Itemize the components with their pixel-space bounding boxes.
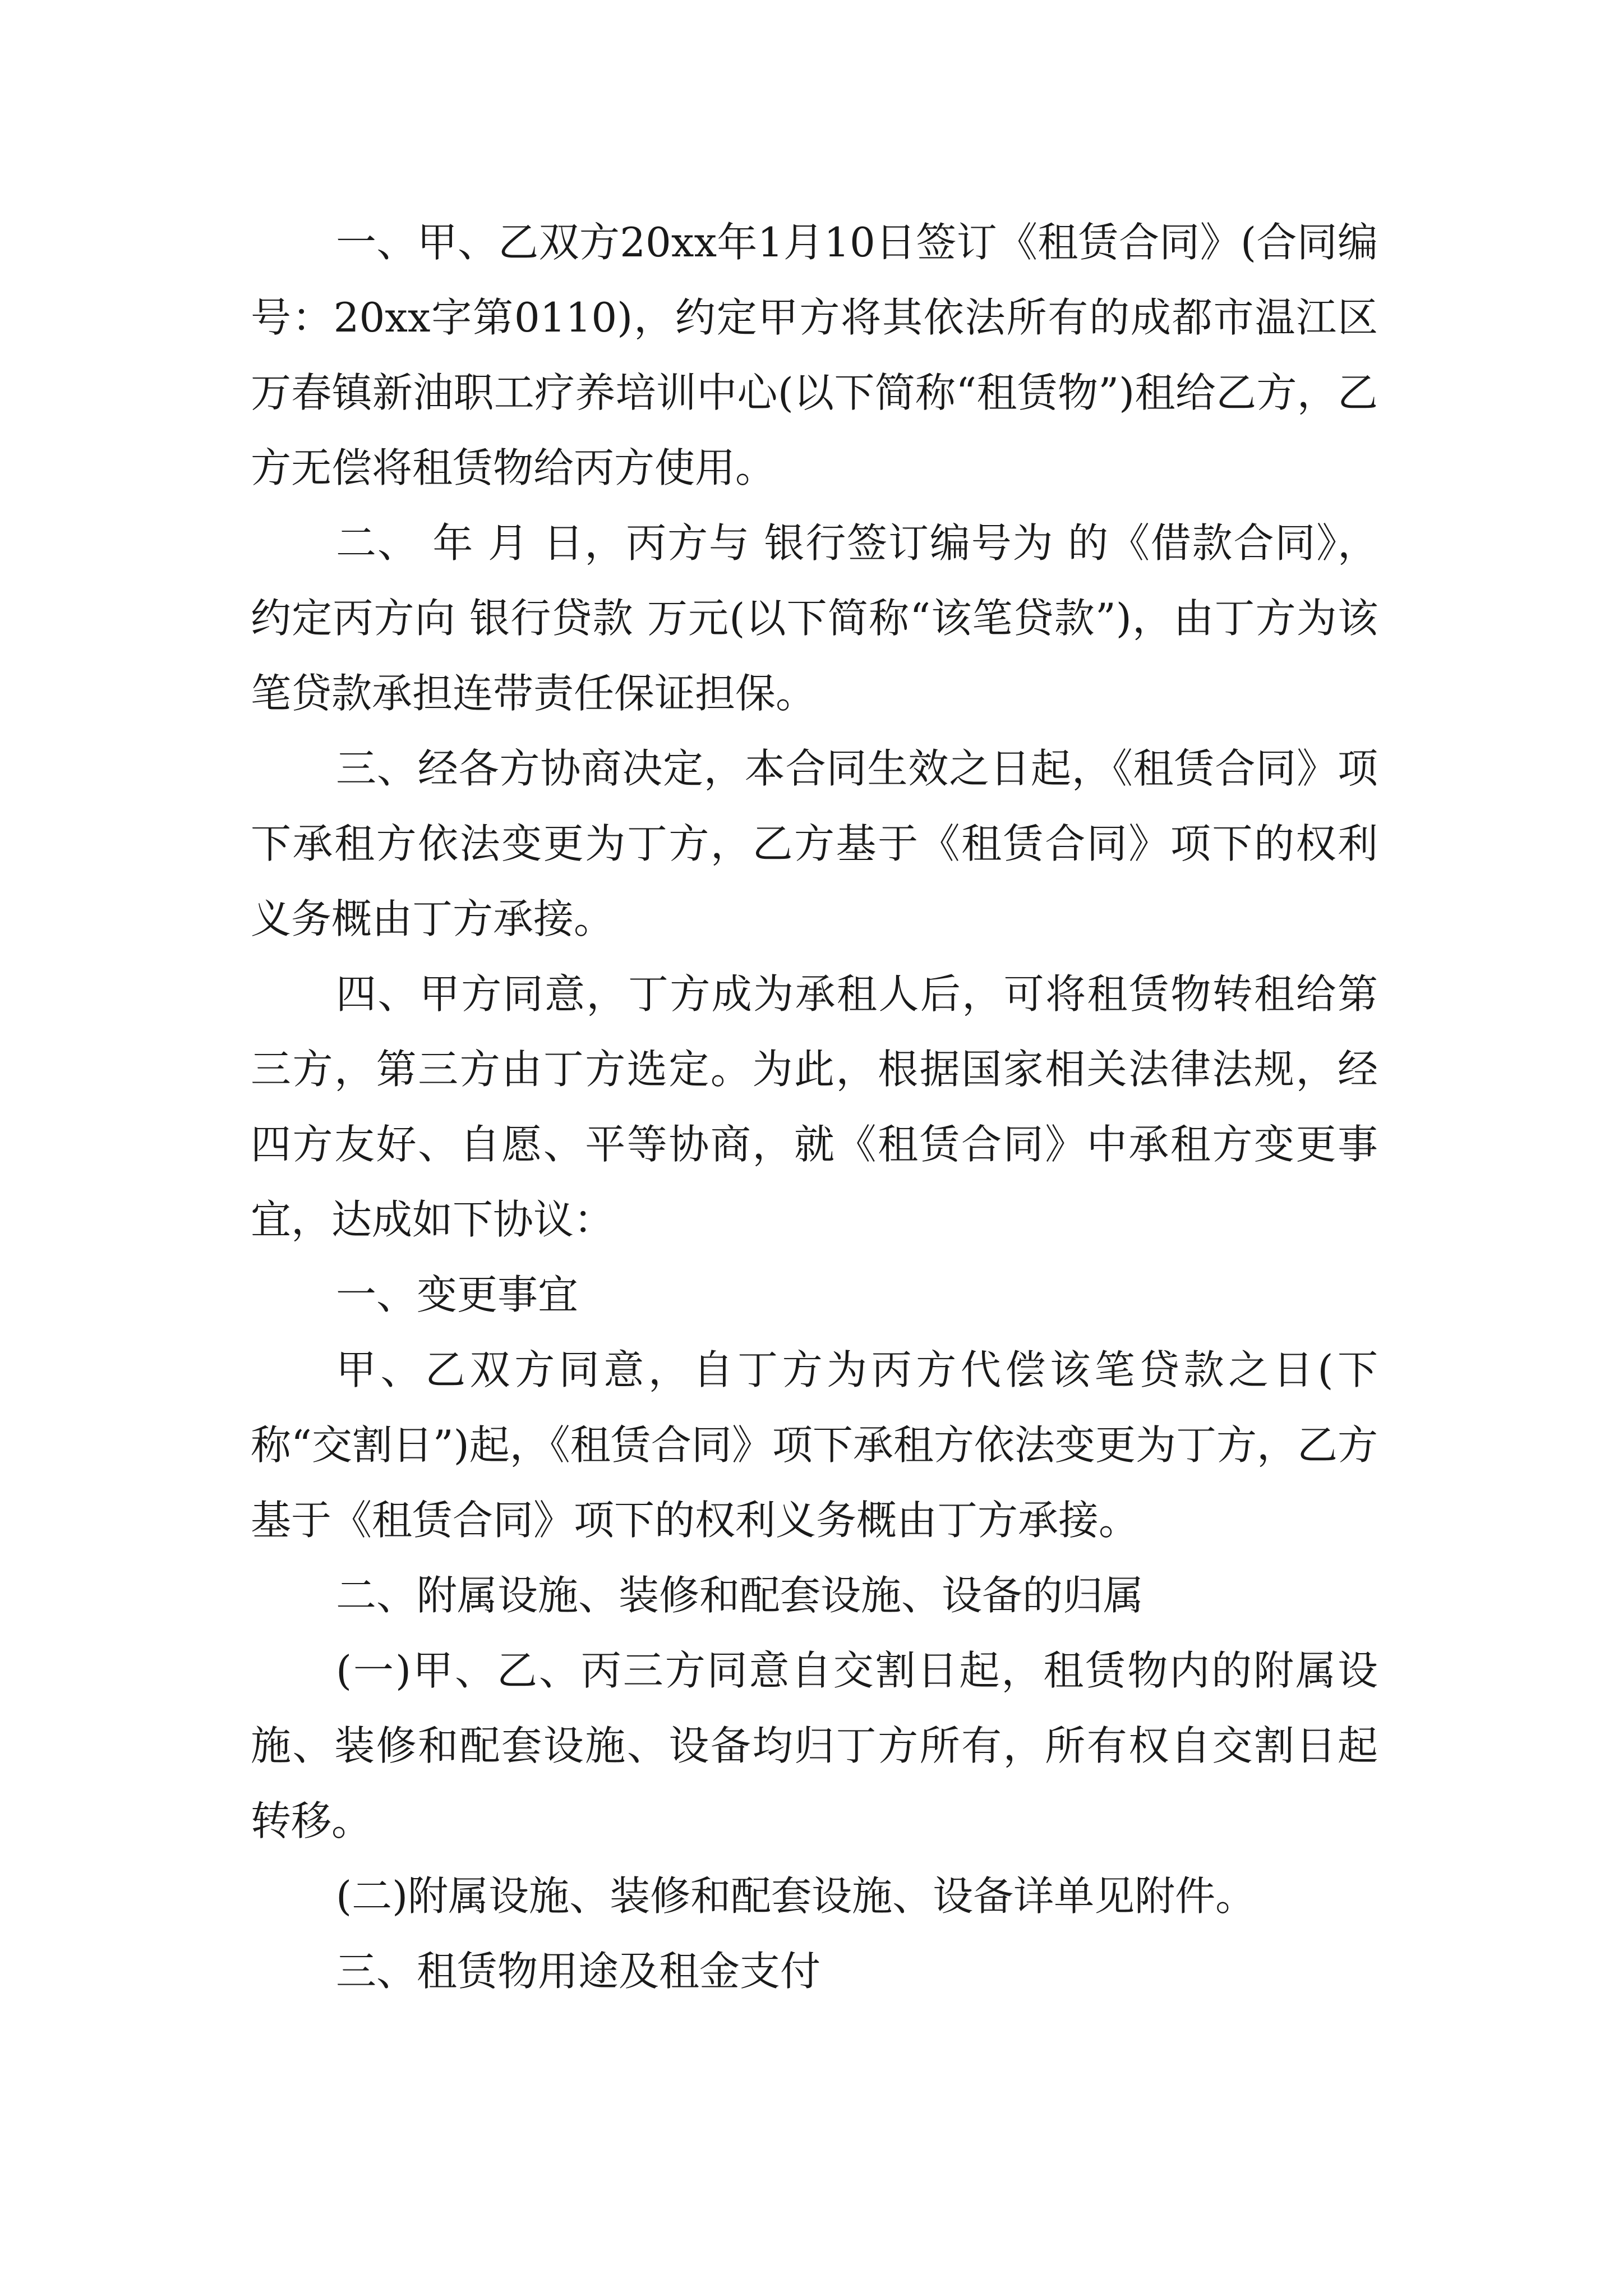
section-heading-change-matters: 一、变更事宜 — [336, 1271, 579, 1318]
section-heading-use-and-rent: 三、租赁物用途及租金支付 — [336, 1948, 821, 1995]
paragraph-change-matters: 甲、乙双方同意，自丁方为丙方代偿该笔贷款之日(下称“交割日”)起，《租赁合同》项下承租方依法变更为丁方，乙方基于《租赁合同》项下的权利义务概由丁方承接。 — [251, 1346, 1378, 1544]
paragraph-background-lease: 一、甲、乙双方20xx年1月10日签订《租赁合同》(合同编号：20xx字第0110)，约定甲方将其依法所有的成都市温江区万春镇新油职工疗养培训中心(以下简称“租赁物”)租给乙方，乙方无偿将租赁物给丙方使用。 — [251, 219, 1378, 491]
clause-facilities-list: (二)附属设施、装修和配套设施、设备详单见附件。 — [336, 1872, 1256, 1920]
section-heading-facilities-ownership: 二、附属设施、装修和配套设施、设备的归属 — [336, 1572, 1144, 1619]
document-body — [251, 205, 1378, 2009]
paragraph-background-lessee-change: 三、经各方协商决定，本合同生效之日起，《租赁合同》项下承租方依法变更为丁方，乙方基于《租赁合同》项下的权利义务概由丁方承接。 — [251, 745, 1378, 942]
clause-facilities-transfer: (一)甲、乙、丙三方同意自交割日起，租赁物内的附属设施、装修和配套设施、设备均归丁方所有，所有权自交割日起转移。 — [251, 1647, 1378, 1844]
paragraph-background-loan: 二、 年 月 日，丙方与 银行签订编号为 的《借款合同》，约定丙方向 银行贷款 万元(以下简称“该笔贷款”)，由丁方为该笔贷款承担连带责任保证担保。 — [251, 519, 1378, 717]
paragraph-background-sublease: 四、甲方同意，丁方成为承租人后，可将租赁物转租给第三方，第三方由丁方选定。为此，根据国家相关法律法规，经四方友好、自愿、平等协商，就《租赁合同》中承租方变更事宜，达成如下协议： — [251, 970, 1378, 1243]
